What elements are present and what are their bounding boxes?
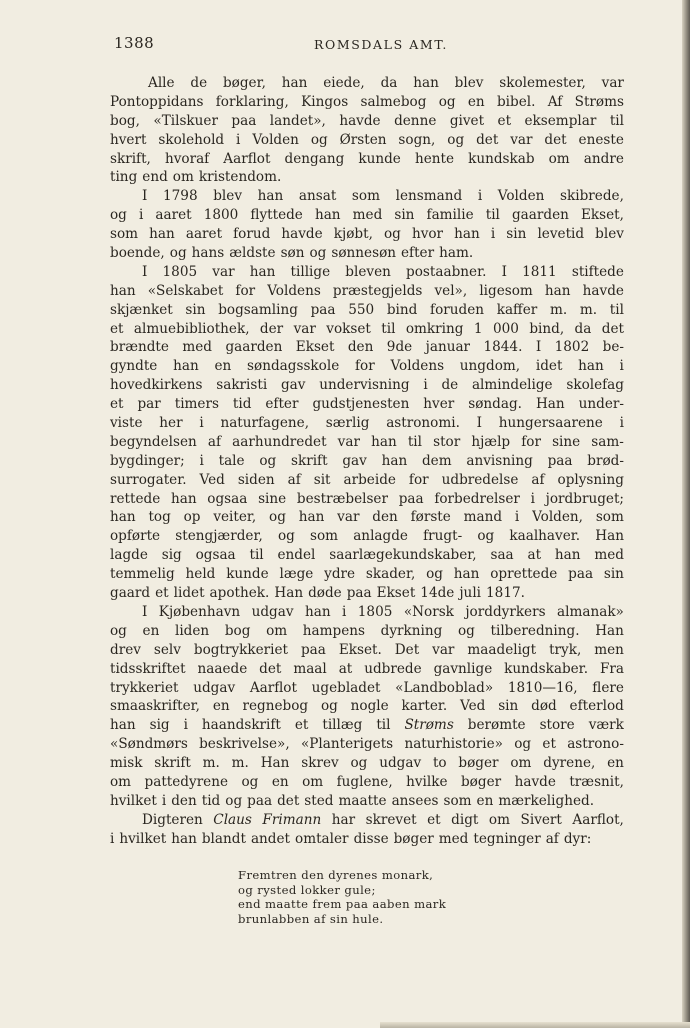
text-line: I 1798 blev han ansat som lensmand i Volden skibrede, xyxy=(142,188,624,205)
poem-line: brunlabben af sin hule. xyxy=(238,911,384,926)
text-line: et par timers tid efter gudstjenesten hver søndag. Han under- xyxy=(110,396,624,413)
poem-line: og rysted lokker gule; xyxy=(238,882,376,897)
running-head: ROMSDALS AMT. xyxy=(314,37,449,52)
text-line: om pattedyrene og en om fuglene, hvilke bøger havde træsnit, xyxy=(110,773,624,790)
text-line: tidsskriftet naaede det maal at udbrede gavnlige kundskaber. Fra xyxy=(110,660,624,677)
text-line: begyndelsen af aarhundredet var han til stor hjælp for sine sam- xyxy=(110,433,624,450)
text-line: surrogater. Ved siden af sit arbeide for udbredelse af oplysning xyxy=(110,471,624,488)
text-line: han tog op veiter, og han var den første mand i Volden, som xyxy=(110,509,624,526)
text-line: gyndte han en søndagsskole for Voldens ungdom, idet han i xyxy=(110,358,624,375)
text-line: hovedkirkens sakristi gav undervisning i de almindelige skolefag xyxy=(110,377,624,394)
text-line: hvert skolehold i Volden og Ørsten sogn, og det var det eneste xyxy=(110,131,624,148)
poem-line: end maatte frem paa aaben mark xyxy=(238,897,447,912)
text-line: brændte med gaarden Ekset den 9de januar 1844. I 1802 be- xyxy=(110,339,624,356)
page-edge xyxy=(682,0,690,1028)
text-line: i hvilket han blandt andet omtaler disse bøger med tegninger af dyr: xyxy=(110,830,592,847)
poem-quote xyxy=(238,868,446,926)
text-line: opførte stengjærder, og som anlagde frugt- og kaalhaver. Han xyxy=(110,528,624,545)
text-line: skrift, hvoraf Aarflot dengang kunde hente kundskab om andre xyxy=(110,150,624,167)
text-line: Digteren Claus Frimann har skrevet et digt om Sivert Aarflot, xyxy=(142,811,624,828)
text-line: lagde sig ogsaa til endel saarlægekundskaber, saa at han med xyxy=(110,547,624,564)
page-header xyxy=(114,34,634,58)
text-line: bog, «Tilskuer paa landet», havde denne givet et eksemplar til xyxy=(110,112,624,129)
text-line: Alle de bøger, han eiede, da han blev skolemester, var xyxy=(148,75,624,91)
body-text xyxy=(110,74,624,849)
text-line: bygdinger; i tale og skrift gav han dem anvisning paa brød- xyxy=(110,452,624,469)
text-line: som han aaret forud havde kjøbt, og hvor han i sin levetid blev xyxy=(110,226,624,243)
text-line: «Søndmørs beskrivelse», «Planterigets naturhistorie» og et astrono- xyxy=(110,736,624,753)
text-line: gaard et lidet apothek. Han døde paa Ekset 14de juli 1817. xyxy=(110,585,525,602)
poem-line: Fremtren den dyrenes monark, xyxy=(238,868,434,882)
text-line: og i aaret 1800 flyttede han med sin familie til gaarden Ekset, xyxy=(110,207,624,224)
text-line: misk skrift m. m. Han skrev og udgav to bøger om dyrene, en xyxy=(110,755,624,772)
page-bottom-shadow xyxy=(380,1022,690,1028)
text-line: og en liden bog om hampens dyrkning og tilberedning. Han xyxy=(110,622,624,639)
text-line: I Kjøbenhavn udgav han i 1805 «Norsk jorddyrkers almanak» xyxy=(142,603,624,620)
text-line: drev selv bogtrykkeriet paa Ekset. Det var maadeligt tryk, men xyxy=(110,641,624,658)
text-line: hvilket i den tid og paa det sted maatte ansees som en mærkelighed. xyxy=(110,792,595,809)
text-line: skjænket sin bogsamling paa 550 bind foruden kaffer m. m. til xyxy=(110,301,624,318)
text-line: rettede han ogsaa sine bestræbelser paa forbedrelser i jordbruget; xyxy=(110,490,624,507)
text-line: temmelig held kunde læge ydre skader, og han oprettede paa sin xyxy=(110,566,624,583)
text-line: smaaskrifter, en regnebog og nogle karter. Ved sin død efterlod xyxy=(110,698,624,715)
text-line: viste her i naturfagene, særlig astronomi. I hungersaarene i xyxy=(110,415,624,432)
text-line: boende, og hans ældste søn og sønnesøn efter ham. xyxy=(110,245,474,262)
text-line: I 1805 var han tillige bleven postaabner. I 1811 stiftede xyxy=(142,263,624,280)
text-line: han «Selskabet for Voldens præstegjelds vel», ligesom han havde xyxy=(110,282,624,299)
text-line: ting end om kristendom. xyxy=(110,169,282,186)
text-line: et almuebibliothek, der var vokset til omkring 1 000 bind, da det xyxy=(110,320,624,337)
page-number: 1388 xyxy=(114,34,155,52)
text-line: han sig i haandskrift et tillæg til Strøms berømte store værk xyxy=(110,717,624,734)
text-line: Pontoppidans forklaring, Kingos salmebog og en bibel. Af Strøms xyxy=(110,93,624,110)
text-line: trykkeriet udgav Aarflot ugebladet «Landboblad» 1810—16, flere xyxy=(110,679,624,696)
